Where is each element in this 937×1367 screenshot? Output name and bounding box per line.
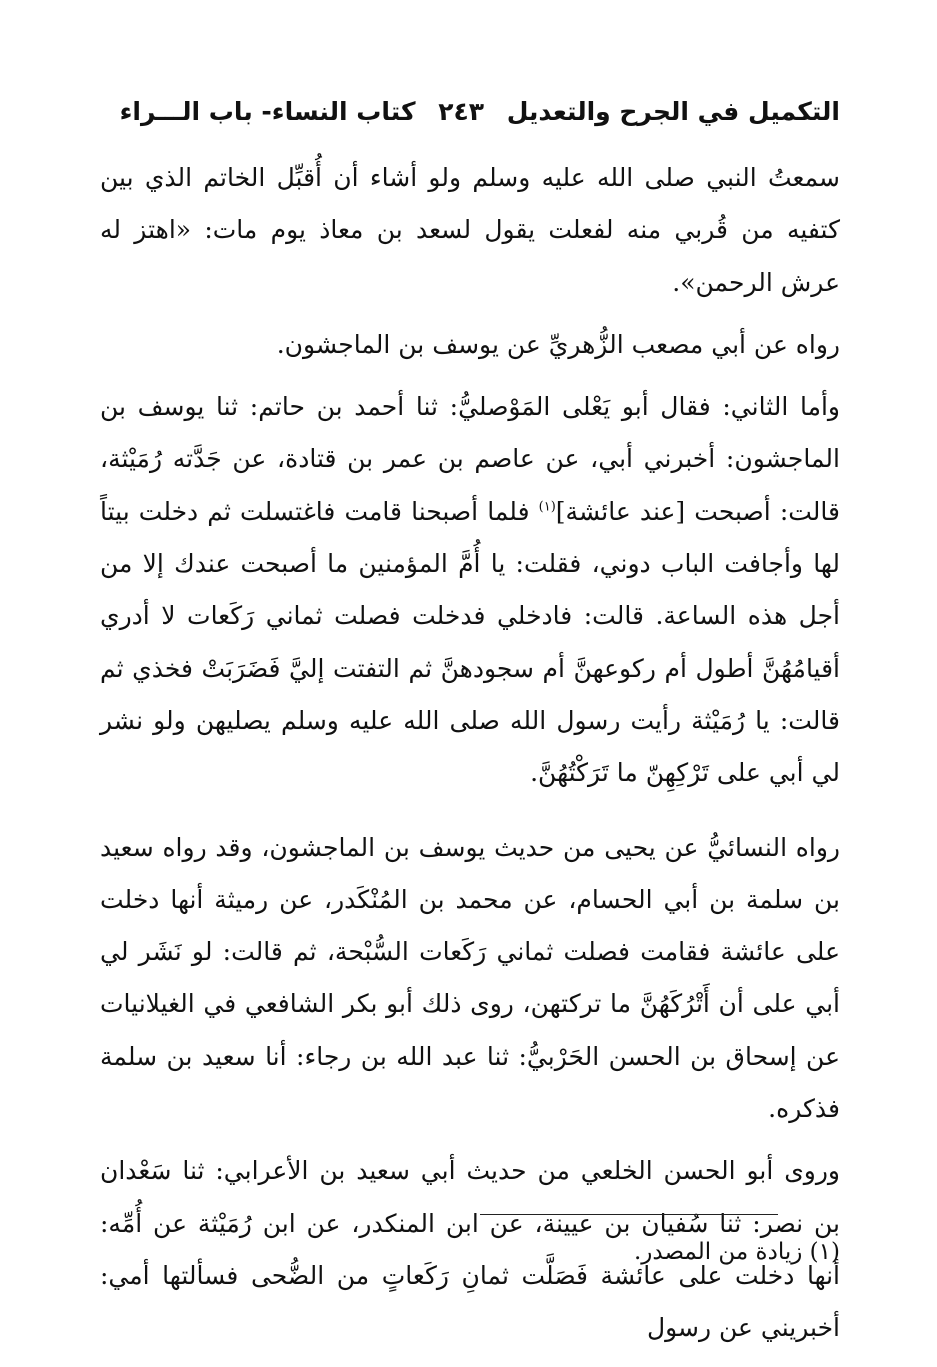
paragraph: رواه النسائيُّ عن يحيى من حديث يوسف بن الماجشون، وقد رواه سعيد بن سلمة بن أبي الحسام، عن محمد بن المُنْكَدر، عن رميثة أنها دخلت على عائشة فقامت فصلت ثماني رَكَعات السُّبْحة، ثم قالت: لو نَشَر لي أبي على أن أَتْرُكَهُنَّ ما تركتهن، روى ذلك أبو بكر الشافعي في الغيلانيات عن إسحاق بن الحسن الحَرْبيُّ: ثنا عبد الله بن رجاء: أنا سعيد بن سلمة فذكره. <box>100 832 840 1124</box>
header-book-title: التكميل في الجرح والتعديل <box>506 97 840 126</box>
paragraph-text: فلما أصبحنا قامت فاغتسلت ثم دخلت بيتاً لها وأجافت الباب دوني، فقلت: يا أُمَّ المؤمنين ما أصبحت عندك إلا من أجل هذه الساعة. قالت: فادخلي فدخلت فصلت ثماني رَكَعات لا أدري أقيامُهُنَّ أطول أم ركوعهنَّ أم سجودهنَّ ثم التفتت إليَّ فَضَرَبَتْ فخذي ثم قالت: يا رُمَيْثة رأيت رسول الله صلى الله عليه وسلم يصليهن ولو نشر لي أبي على تَرْكِهِنّ ما تَرَكْتُهُنَّ. <box>100 496 840 788</box>
paragraph: رواه عن أبي مصعب الزُّهريِّ عن يوسف بن الماجشون. <box>276 329 840 359</box>
main-text <box>100 152 840 1355</box>
footnote-reference: (١) <box>538 499 556 515</box>
footnote-divider <box>480 1214 778 1215</box>
paragraph: وروى أبو الحسن الخلعي من حديث أبي سعيد بن الأعرابي: ثنا سَعْدان بن نصر: ثنا سُفيان بن عيينة، عن ابن المنكدر، عن ابن رُمَيْثة عن أُمِّه: أنها دخلت على عائشة فَصَلَّت ثمانِ رَكَعاتٍ من الضُّحى فسألتها أمي: أخبريني عن رسول <box>100 1156 840 1343</box>
paragraph: سمعتُ النبي صلى الله عليه وسلم ولو أشاء أن أُقبِّل الخاتم الذي بين كتفيه من قُربي منه لفعلت يقول لسعد بن معاذ يوم مات: «اهتز له عرش الرحمن». <box>100 163 840 297</box>
paragraph <box>100 381 840 799</box>
header-page-number: ٢٤٣ <box>438 97 485 126</box>
footnote: (١) زيادة من المصدر. <box>633 1239 840 1265</box>
running-header <box>100 92 840 132</box>
paragraph-text: وأما الثاني: فقال أبو يَعْلى المَوْصليُّ: ثنا أحمد بن حاتم: ثنا يوسف بن الماجشون: أخبرني أبي، عن عاصم بن عمر بن قتادة، عن جَدَّته رُمَيْثة، قالت: أصبحت [عند عائشة] <box>100 392 840 526</box>
header-chapter-title: كتاب النساء- باب الـــراء <box>119 97 416 126</box>
